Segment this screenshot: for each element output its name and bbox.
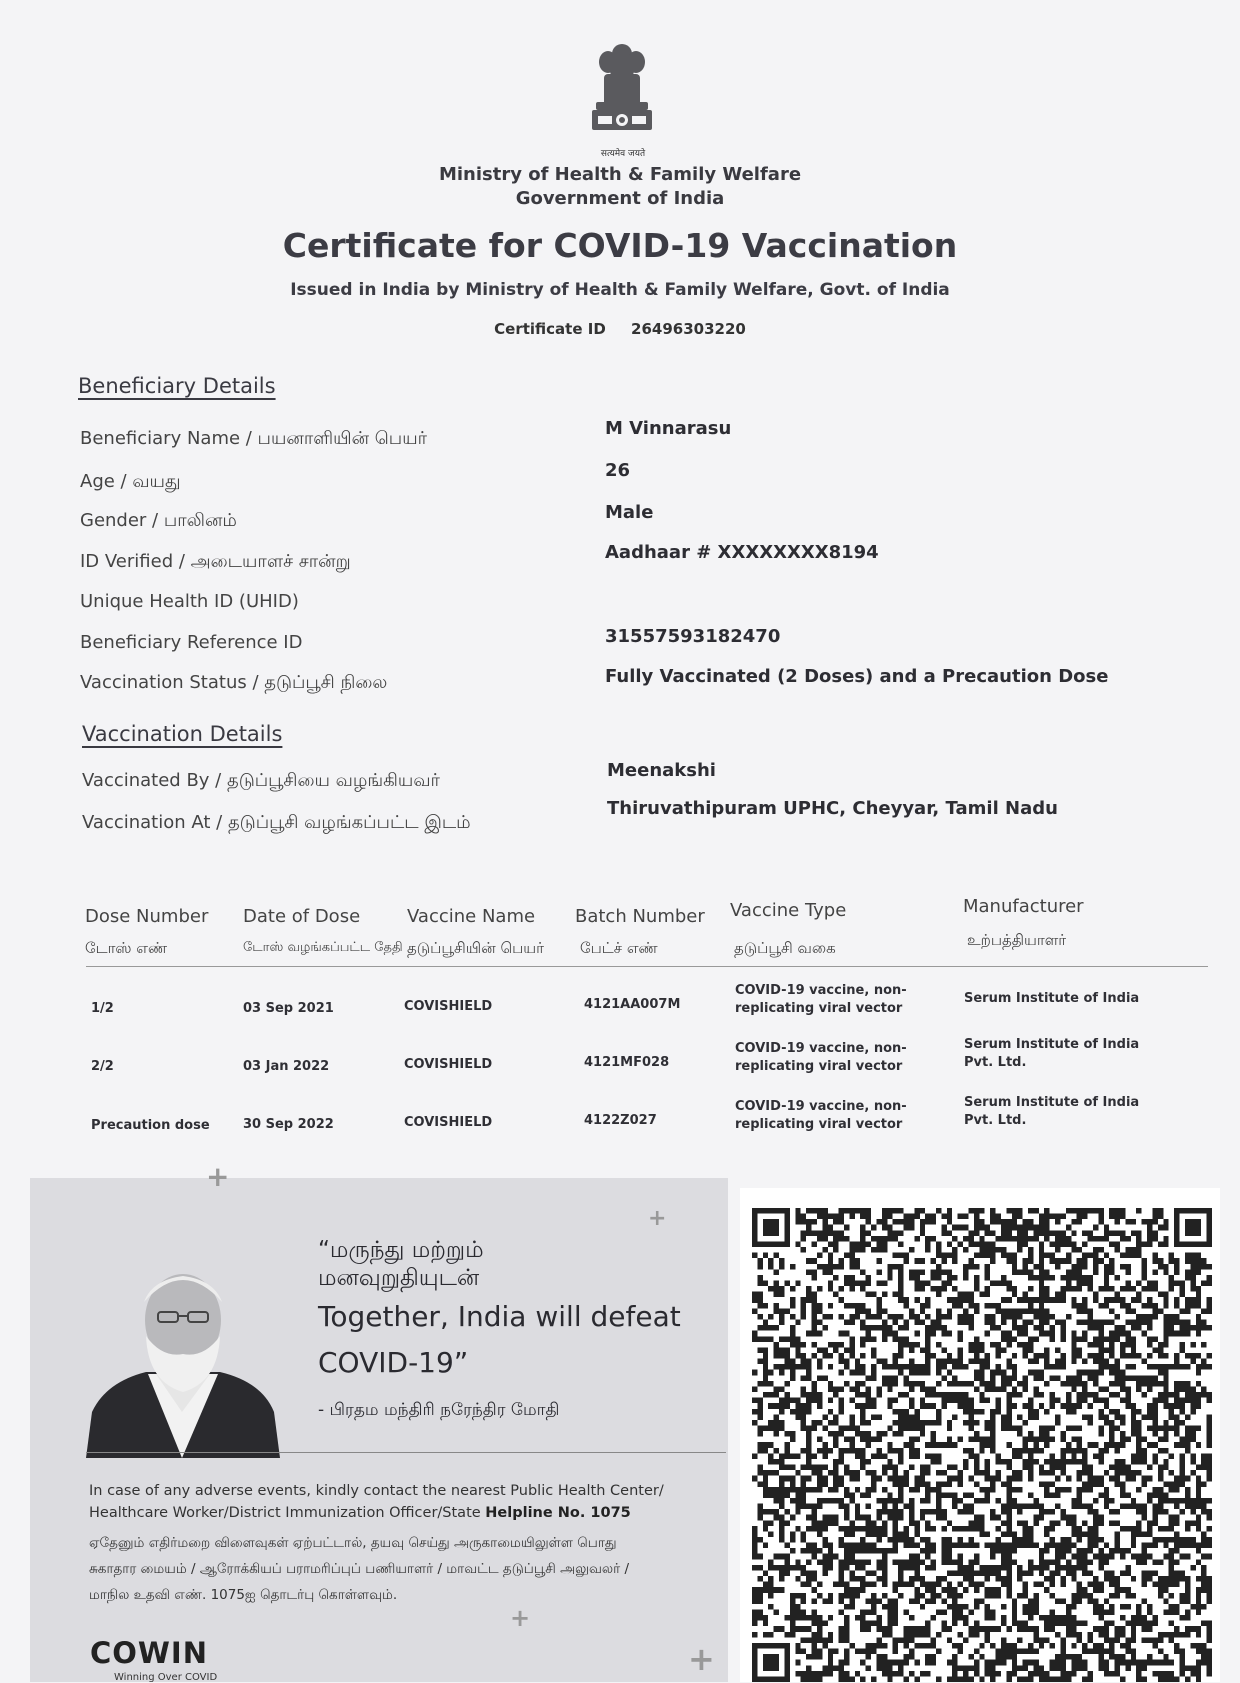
dose-number-cell: 1/2 — [91, 1001, 114, 1016]
batch-number-cell: 4122Z027 — [584, 1113, 657, 1128]
plus-decoration-icon: + — [688, 1640, 715, 1678]
gender-label: Gender / பாலினம் — [80, 510, 237, 531]
helpline-number: Helpline No. 1075 — [485, 1505, 631, 1521]
vaccine-name-cell: COVISHIELD — [404, 1057, 493, 1072]
header-vaccine-type: Vaccine Type — [730, 900, 847, 921]
header-dose-number-ta: டோஸ் எண் — [85, 939, 168, 957]
plus-decoration-icon: + — [510, 1604, 531, 1632]
vaccine-type-cell: COVID-19 vaccine, non-replicating viral vector — [735, 983, 907, 1016]
manufacturer-cell: Serum Institute of India — [964, 991, 1140, 1006]
advice-ta-line2: சுகாதார மையம் / ஆரோக்கியப் பராமரிப்புப் பணியாளர் / மாவட்ட தடுப்பூசி அலுவலர் / — [89, 1561, 630, 1577]
advice-en-line2-text: Healthcare Worker/District Immunization Officer/State — [89, 1505, 481, 1521]
certificate-id-value: 26496303220 — [631, 320, 746, 338]
banner-divider — [86, 1452, 726, 1453]
header-date-of-dose: Date of Dose — [243, 906, 361, 927]
manufacturer-cell: Serum Institute of India Pvt. Ltd. — [964, 1037, 1140, 1070]
header-manufacturer-ta: உற்பத்தியாளர் — [967, 931, 1067, 949]
cowin-tagline: Winning Over COVID — [114, 1672, 218, 1683]
quote-attribution: - பிரதம மந்திரி நரேந்திர மோதி — [318, 1400, 560, 1420]
age-value: 26 — [605, 460, 631, 481]
vaccine-name-cell: COVISHIELD — [404, 1115, 493, 1130]
reference-id-label: Beneficiary Reference ID — [80, 632, 303, 653]
page-subtitle: Issued in India by Ministry of Health & Family Welfare, Govt. of India — [290, 280, 950, 300]
batch-number-cell: 4121AA007M — [584, 997, 681, 1012]
page-title: Certificate for COVID-19 Vaccination — [282, 226, 958, 265]
reference-id-value: 31557593182470 — [605, 626, 781, 647]
header-vaccine-name: Vaccine Name — [407, 906, 536, 927]
pm-quote — [318, 1236, 698, 1384]
advice-ta-line3: மாநில உதவி எண். 1075ஐ தொடர்பு கொள்ளவும். — [89, 1587, 398, 1603]
header-batch-number: Batch Number — [575, 906, 705, 927]
beneficiary-name-label: Beneficiary Name / பயனாளியின் பெயர் — [80, 428, 428, 449]
quote-english-line2: COVID-19” — [318, 1346, 469, 1379]
header-dose-number: Dose Number — [85, 906, 209, 927]
advice-ta-line1: ஏதேனும் எதிர்மறை விளைவுகள் ஏற்பட்டால், தயவு செய்து அருகாமையிலுள்ள பொது — [89, 1535, 617, 1551]
uhid-label: Unique Health ID (UHID) — [80, 591, 299, 612]
header-vaccine-type-ta: தடுப்பூசி வகை — [734, 939, 836, 957]
header-vaccine-name-ta: தடுப்பூசியின் பெயர் — [407, 939, 544, 957]
certificate-id-label: Certificate ID — [494, 320, 606, 338]
dose-number-cell: Precaution dose — [91, 1118, 210, 1133]
dose-date-cell: 03 Jan 2022 — [243, 1059, 330, 1074]
id-verified-value: Aadhaar # XXXXXXXX8194 — [605, 542, 879, 563]
advice-en-line1: In case of any adverse events, kindly contact the nearest Public Health Center/ — [89, 1483, 664, 1499]
advice-en-line2 — [89, 1502, 709, 1524]
national-emblem-icon — [582, 40, 662, 152]
vaccination-at-label: Vaccination At / தடுப்பூசி வழங்கப்பட்ட இடம் — [82, 812, 471, 833]
government-name: Government of India — [515, 188, 725, 209]
plus-decoration-icon: + — [206, 1160, 230, 1193]
adverse-events-advice-ta — [89, 1530, 709, 1608]
beneficiary-name-value: M Vinnarasu — [605, 418, 732, 439]
manufacturer-cell: Serum Institute of India Pvt. Ltd. — [964, 1095, 1140, 1128]
qr-code-icon — [752, 1208, 1212, 1682]
dose-date-cell: 30 Sep 2022 — [243, 1117, 334, 1132]
adverse-events-advice-en — [89, 1480, 709, 1524]
vaccine-name-cell: COVISHIELD — [404, 999, 493, 1014]
id-verified-label: ID Verified / அடையாளச் சான்று — [80, 551, 351, 572]
dose-number-cell: 2/2 — [91, 1059, 114, 1074]
vaccine-type-cell: COVID-19 vaccine, non-replicating viral vector — [735, 1041, 907, 1074]
table-divider — [86, 966, 1208, 967]
certificate-id-line — [0, 320, 1240, 338]
header-date-of-dose-ta: டோஸ் வழங்கப்பட்ட தேதி — [243, 940, 403, 955]
header-batch-number-ta: பேட்ச் எண் — [580, 939, 658, 957]
dose-date-cell: 03 Sep 2021 — [243, 1001, 334, 1016]
gender-value: Male — [605, 502, 654, 523]
header-manufacturer: Manufacturer — [963, 896, 1084, 917]
vaccinated-by-label: Vaccinated By / தடுப்பூசியை வழங்கியவர் — [82, 770, 440, 791]
vaccination-heading: Vaccination Details — [82, 722, 283, 746]
ministry-name: Ministry of Health & Family Welfare — [438, 164, 802, 185]
plus-decoration-icon: + — [648, 1206, 667, 1231]
vaccinated-by-value: Meenakshi — [607, 760, 716, 781]
vaccination-status-label: Vaccination Status / தடுப்பூசி நிலை — [80, 672, 388, 693]
quote-tamil-line1: “மருந்து மற்றும் — [318, 1237, 484, 1263]
cowin-logo: COWIN — [90, 1636, 208, 1670]
vaccination-at-value: Thiruvathipuram UPHC, Cheyyar, Tamil Nadu — [607, 798, 1058, 819]
age-label: Age / வயது — [80, 471, 181, 492]
portrait-photo — [86, 1262, 280, 1458]
vaccination-status-value: Fully Vaccinated (2 Doses) and a Precaution Dose — [605, 666, 1109, 687]
quote-tamil-line2: மனவுறுதியுடன் — [318, 1265, 480, 1291]
batch-number-cell: 4121MF028 — [584, 1055, 670, 1070]
beneficiary-heading: Beneficiary Details — [78, 374, 276, 398]
vaccine-type-cell: COVID-19 vaccine, non-replicating viral vector — [735, 1099, 907, 1132]
qr-code-area — [740, 1188, 1220, 1682]
emblem-motto: सत्यमेव जयते — [600, 149, 646, 159]
quote-english-line1: Together, India will defeat — [318, 1300, 681, 1333]
